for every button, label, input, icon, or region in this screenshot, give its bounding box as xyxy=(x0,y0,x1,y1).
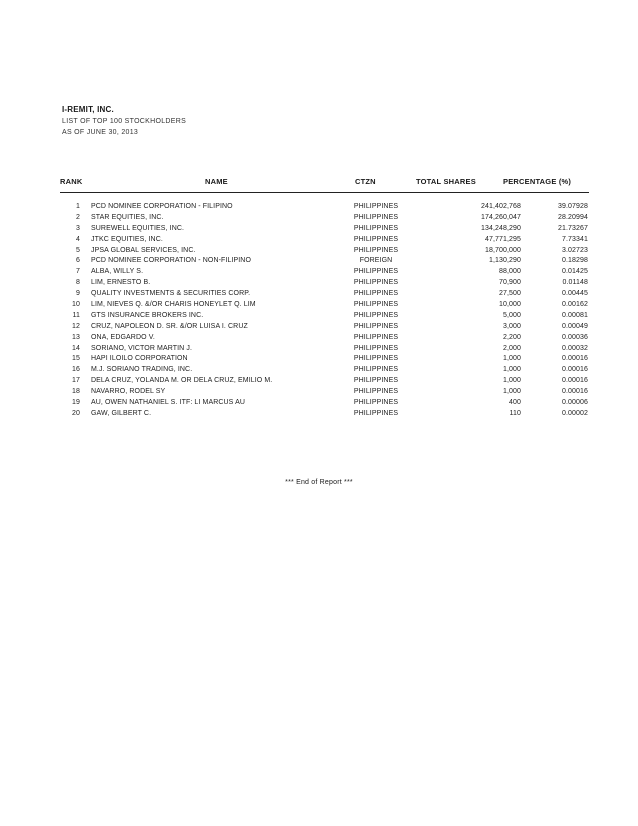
cell-percentage: 0.00081 xyxy=(561,311,588,319)
cell-ctzn: PHILIPPINES xyxy=(353,246,399,254)
cell-total-shares: 1,000 xyxy=(502,366,521,374)
cell-rank: 8 xyxy=(76,279,80,287)
cell-ctzn: PHILIPPINES xyxy=(353,377,399,385)
cell-total-shares: 1,130,290 xyxy=(488,257,521,265)
cell-total-shares: 110 xyxy=(509,409,521,417)
table-row xyxy=(60,365,588,376)
cell-name: ALBA, WILLY S. xyxy=(91,268,144,276)
company-name: I-REMIT, INC. xyxy=(62,105,114,114)
cell-ctzn: PHILIPPINES xyxy=(353,279,399,287)
cell-name: CRUZ, NAPOLEON D. SR. &/OR LUISA I. CRUZ xyxy=(91,322,248,330)
cell-percentage: 0.00162 xyxy=(561,301,588,309)
cell-ctzn: PHILIPPINES xyxy=(353,311,399,319)
cell-total-shares: 10,000 xyxy=(498,301,521,309)
cell-percentage: 0.00016 xyxy=(561,366,588,374)
cell-total-shares: 5,000 xyxy=(502,311,521,319)
cell-total-shares: 47,771,295 xyxy=(484,235,521,243)
cell-name: GAW, GILBERT C. xyxy=(91,409,152,417)
cell-percentage: 0.00006 xyxy=(561,399,588,407)
cell-total-shares: 88,000 xyxy=(498,268,521,276)
table-row xyxy=(60,398,588,409)
cell-rank: 17 xyxy=(72,377,80,385)
cell-rank: 16 xyxy=(72,366,80,374)
table-row xyxy=(60,224,588,235)
column-header-ctzn: CTZN xyxy=(355,177,376,186)
cell-total-shares: 2,200 xyxy=(502,333,521,341)
cell-percentage: 0.00049 xyxy=(561,322,588,330)
report-header xyxy=(62,104,186,138)
table-row xyxy=(60,387,588,398)
cell-ctzn: PHILIPPINES xyxy=(353,409,399,417)
cell-rank: 9 xyxy=(76,290,80,298)
stockholders-table-header xyxy=(60,177,588,191)
table-row xyxy=(60,376,588,387)
cell-ctzn: PHILIPPINES xyxy=(353,290,399,298)
cell-total-shares: 174,260,047 xyxy=(480,213,521,221)
cell-rank: 15 xyxy=(72,355,80,363)
header-divider xyxy=(60,192,589,193)
table-row xyxy=(60,409,588,420)
cell-percentage: 0.00445 xyxy=(561,290,588,298)
table-row xyxy=(60,289,588,300)
cell-ctzn: PHILIPPINES xyxy=(353,344,399,352)
cell-ctzn: PHILIPPINES xyxy=(353,388,399,396)
cell-ctzn: PHILIPPINES xyxy=(353,224,399,232)
cell-percentage: 0.00032 xyxy=(561,344,588,352)
cell-name: DELA CRUZ, YOLANDA M. OR DELA CRUZ, EMILIO M. xyxy=(91,377,273,385)
cell-name: NAVARRO, RODEL SY xyxy=(91,388,166,396)
cell-name: HAPI ILOILO CORPORATION xyxy=(91,355,188,363)
cell-ctzn: PHILIPPINES xyxy=(353,333,399,341)
cell-rank: 19 xyxy=(72,399,80,407)
table-row xyxy=(60,256,588,267)
cell-name: LIM, ERNESTO B. xyxy=(91,279,151,287)
stockholders-table-body xyxy=(60,202,588,420)
cell-name: LIM, NIEVES Q. &/OR CHARIS HONEYLET Q. LIM xyxy=(91,301,256,309)
cell-name: JTKC EQUITIES, INC. xyxy=(91,235,163,243)
table-row xyxy=(60,333,588,344)
cell-ctzn: PHILIPPINES xyxy=(353,235,399,243)
cell-percentage: 0.00016 xyxy=(561,355,588,363)
cell-name: SUREWELL EQUITIES, INC. xyxy=(91,224,185,232)
as-of-date: AS OF JUNE 30, 2013 xyxy=(62,129,139,136)
cell-ctzn: PHILIPPINES xyxy=(353,322,399,330)
cell-total-shares: 400 xyxy=(509,399,521,407)
cell-rank: 6 xyxy=(76,257,80,265)
cell-rank: 3 xyxy=(76,224,80,232)
column-header-total-shares: TOTAL SHARES xyxy=(416,177,476,186)
cell-name: GTS INSURANCE BROKERS INC. xyxy=(91,311,204,319)
cell-ctzn: PHILIPPINES xyxy=(353,268,399,276)
list-title: LIST OF TOP 100 STOCKHOLDERS xyxy=(62,118,187,125)
column-header-name: NAME xyxy=(205,177,228,186)
table-header-row xyxy=(60,177,588,191)
cell-rank: 12 xyxy=(72,322,80,330)
table-row xyxy=(60,202,588,213)
cell-total-shares: 241,402,768 xyxy=(480,203,521,210)
cell-percentage: 0.01148 xyxy=(562,279,588,287)
cell-total-shares: 1,000 xyxy=(502,388,521,396)
cell-rank: 18 xyxy=(72,388,80,396)
cell-percentage: 28.20994 xyxy=(558,213,588,221)
cell-ctzn: PHILIPPINES xyxy=(353,301,399,309)
cell-name: PCD NOMINEE CORPORATION - FILIPINO xyxy=(91,203,233,210)
cell-percentage: 0.00016 xyxy=(561,377,588,385)
cell-percentage: 0.00036 xyxy=(561,333,588,341)
cell-total-shares: 27,500 xyxy=(498,290,521,298)
cell-ctzn: PHILIPPINES xyxy=(353,355,399,363)
cell-ctzn: PHILIPPINES xyxy=(353,203,399,210)
cell-percentage: 7.73341 xyxy=(561,235,588,243)
end-of-report: *** End of Report *** xyxy=(285,479,353,486)
cell-name: STAR EQUITIES, INC. xyxy=(91,213,164,221)
cell-rank: 13 xyxy=(72,333,80,341)
table-row xyxy=(60,267,588,278)
cell-percentage: 0.00002 xyxy=(561,409,588,417)
table-row xyxy=(60,246,588,257)
table-row xyxy=(60,354,588,365)
cell-percentage: 0.01425 xyxy=(561,268,588,276)
cell-name: M.J. SORIANO TRADING, INC. xyxy=(91,366,193,374)
cell-percentage: 0.00016 xyxy=(561,388,588,396)
table-row xyxy=(60,235,588,246)
cell-name: PCD NOMINEE CORPORATION - NON-FILIPINO xyxy=(91,257,252,265)
cell-percentage: 3.02723 xyxy=(561,246,588,254)
column-header-percentage: PERCENTAGE (%) xyxy=(503,177,572,186)
table-row xyxy=(60,311,588,322)
cell-name: ONA, EDGARDO V. xyxy=(91,333,155,341)
cell-ctzn: PHILIPPINES xyxy=(353,399,399,407)
cell-name: AU, OWEN NATHANIEL S. ITF: LI MARCUS AU xyxy=(91,399,246,407)
cell-rank: 7 xyxy=(76,268,80,276)
cell-rank: 5 xyxy=(76,246,80,254)
cell-total-shares: 18,700,000 xyxy=(484,246,521,254)
cell-total-shares: 134,248,290 xyxy=(480,224,521,232)
table-row xyxy=(60,344,588,355)
table-row xyxy=(60,278,588,289)
cell-percentage: 0.18298 xyxy=(561,257,588,265)
cell-rank: 14 xyxy=(72,344,80,352)
cell-total-shares: 3,000 xyxy=(502,322,521,330)
cell-name: JPSA GLOBAL SERVICES, INC. xyxy=(91,246,196,254)
cell-rank: 4 xyxy=(76,235,80,243)
table-row xyxy=(60,300,588,311)
cell-rank: 20 xyxy=(72,409,80,417)
table-row xyxy=(60,213,588,224)
cell-rank: 10 xyxy=(72,301,80,309)
cell-rank: 1 xyxy=(76,203,80,210)
cell-name: SORIANO, VICTOR MARTIN J. xyxy=(91,344,193,352)
cell-total-shares: 2,000 xyxy=(502,344,521,352)
cell-percentage: 21.73267 xyxy=(558,224,588,232)
cell-total-shares: 1,000 xyxy=(502,355,521,363)
column-header-rank: RANK xyxy=(60,177,83,186)
cell-rank: 2 xyxy=(76,213,80,221)
cell-name: QUALITY INVESTMENTS & SECURITIES CORP. xyxy=(91,290,251,298)
cell-total-shares: 1,000 xyxy=(502,377,521,385)
cell-percentage: 39.07928 xyxy=(558,203,588,210)
cell-ctzn: PHILIPPINES xyxy=(353,213,399,221)
cell-ctzn: PHILIPPINES xyxy=(353,366,399,374)
cell-rank: 11 xyxy=(72,311,80,319)
cell-ctzn: FOREIGN xyxy=(359,257,393,265)
cell-total-shares: 70,900 xyxy=(498,279,521,287)
table-row xyxy=(60,322,588,333)
